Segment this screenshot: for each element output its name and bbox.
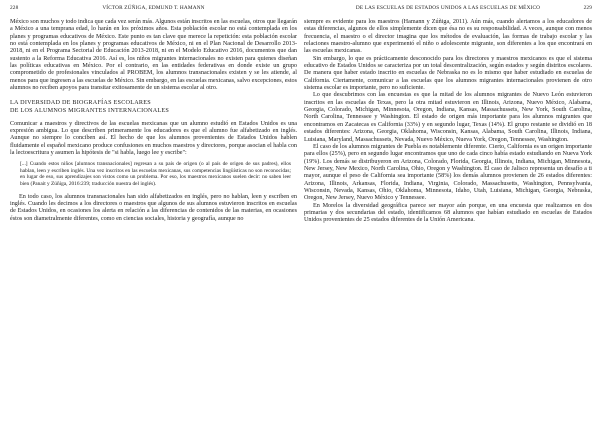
- body-paragraph: En todo caso, los alumnos transnacionales han sido alfabetizados en inglés, pero no hablan, leen y escriben en inglés. Cuando les decimos a los directores o maestros que algunos de sus alumnos estuvieron inscritos en escuelas de Estados Unidos, en ocasiones los alerta en relación a las diferencias de contenidos de las materias, en ocasiones éstos son diametralmente diferentes, como en ciencias sociales, historia y geografía, aunque no: [10, 193, 297, 222]
- section-heading-line: LA DIVERSIDAD DE BIOGRAFÍAS ESCOLARES: [10, 100, 151, 107]
- right-page-header: [304, 5, 592, 16]
- running-head: VÍCTOR ZÚÑIGA, EDMUND T. HAMANN: [102, 5, 205, 11]
- left-page-header: [10, 5, 297, 16]
- page-number: 228: [10, 5, 19, 11]
- page-number: 229: [583, 5, 592, 11]
- body-paragraph: Comunicar a maestros y directivos de las escuelas mexicanas que un alumno estudió en Estados Unidos es una expresión ambigua. Lo que describen primeramente los educadores es que el alumno fue alfabetizado en inglés. Aunque no siempre lo conciben así. El hecho de que los alumnos provenientes de Estados Unidos hablen fluidamente el español mexicano produce confusiones en muchos maestros y directores, porque asocian el habla con la lectoescritura y asumen la hipótesis de "si habla, luego lee y escribe":: [10, 120, 297, 156]
- right-page: [304, 0, 592, 431]
- body-paragraph: siempre es evidente para los maestros (Hamann y Zúñiga, 2011). Aún más, cuando alertamos a los educadores de estas diferencias, algunos de ellos simplemente dicen que ésa no es su responsabilidad. A veces, aunque con menos frecuencia, el maestro o el director imagina que los métodos de evaluación, las formas de trabajo escolar y las relaciones maestro-alumno que experimentó el niño o adolescente migrante, son diferentes a los que encontrará en las escuelas mexicanas.: [304, 19, 592, 55]
- body-paragraph: Lo que descubrimos con las encuestas es que la mitad de los alumnos migrantes de Nuevo León estuvieron inscritos en las escuelas de Texas, pero la otra mitad estuvieron en Illinois, Arizona, Nuevo México, Alabama, Georgia, Colorado, Michigan, Minnesota, Oregon, Indiana, Kansas, Massachussets, New York, South Carolina, North Carolina, Tennessee y Washington. El estado de origen más importante para los alumnos migrantes que encontramos en Zacatecas es California (33%) y en segundo lugar, Texas (14%). El grupo restante se dividió en 18 estados diferentes: Arizona, Georgia, Oklahoma, Wisconsin, Kansas, Alabama, South Carolina, Illinois, Indiana, Luisiana, Maryland, Massachussets, Nevada, Nuevo México, Nueva York, Oregon, Tennessee, Washington.: [304, 92, 592, 143]
- body-paragraph: México son muchos y todo indica que cada vez serán más. Algunos están inscritos en las escuelas, otros que llegarán a México a una temprana edad, lo harán en los próximos años. Esta población escolar no está contemplada en los planes y programas educativos de México. Este punto es tan clave que merece la repetición: esta población escolar no está contemplada en los planes y programas educativos de México, ni en el Plan Nacional de Desarrollo 2013-2018, ni en el Programa Sectorial de Educación 2013-2018, ni en el Modelo Educativo 2016, documentos que dan sustento a la Reforma Educativa 2016. Así es, los niños migrantes internacionales no existen para quienes diseñan las políticas educativas en México. Por el contrario, en las entidades federativas en donde existe un grupo comprometido de profesionales vinculados al PROBEM, los alumnos transnacionales existen y se les atiende, al menos para que ingresen a las escuelas de México. Sin embargo, en las escuelas mexicanas, salvo excepciones, estos alumnos no reciben apoyos para transitar exitosamente de un sistema escolar al otro.: [10, 19, 297, 92]
- body-paragraph: En Morelos la diversidad geográfica parece ser mayor aún porque, en una encuesta que realizamos en dos primarias y dos secundarias del estado, identificamos 68 alumnos que habían estudiado en escuelas de Estados Unidos provenientes de 25 estados diferentes de la Unión Americana.: [304, 202, 592, 224]
- block-quote: [...] Cuando estos niños [alumnos transnacionales] regresan a su país de origen (o al país de origen de sus padres), ellos hablan, leen y escriben inglés. Una vez inscritos en las escuelas mexicanas, sus competencias lingüísticas no son reconocidas; en lugar de eso, sus aprendizajes son vistos como un problema. Por eso, los maestros mexicanos suelen decir: no saben leer bien (Panait y Zúñiga, 2016:239; traducción nuestra del inglés).: [20, 161, 291, 187]
- section-heading-line: DE LOS ALUMNOS MIGRANTES INTERNACIONALES: [10, 108, 170, 115]
- body-paragraph: El caso de los alumnos migrantes de Puebla es notablemente diferente. Cierto, California es un origen importante para ellos (25%), pero en segundo lugar encontramos que uno de cada cinco había estado estudiando en Nueva York (19%). Los demás se distribuyeron en Arizona, Colorado, Florida, Georgia, Illinois, Indiana, Michigan, Minnesota, New Jersey, New Mexico, North Carolina, Ohio, Oregon y Washington. El caso de Jalisco representa un desafío a ti mayor, aunque el peso de California sea importante (58%) los demás alumnos provienen de 26 estados diferentes: Arizona, Illinois, Arkansas, Florida, Indiana, Virginia, Colorado, Massachusetts, Washington, Pennsylvania, Wisconsin, Nevada, Kansas, Ohio, Oklahoma, Minnesota, Idaho, Utah, Luisiana, Michigan, Georgia, Nebraska, Oregon, New Jersey, Nuevo México y Tennessee.: [304, 143, 592, 202]
- running-head: DE LAS ESCUELAS DE ESTADOS UNIDOS A LAS ESCUELAS DE MÉXICO: [355, 5, 541, 11]
- section-heading: [10, 100, 297, 115]
- left-page: [10, 0, 297, 431]
- body-paragraph: Sin embargo, lo que es prácticamente desconocido para los directores y maestros mexicanos es que el sistema educativo de Estados Unidos se caracteriza por un total descentralización, según estados y según distritos escolares. De manera que haber estado inscrito en escuelas de Nebraska no es lo mismo que haber estudiado en escuelas de California. Ciertamente, comunicar a las escuelas que los alumnos migrantes internacionales provienen de otro sistema escolar es importante, pero no suficiente.: [304, 55, 592, 92]
